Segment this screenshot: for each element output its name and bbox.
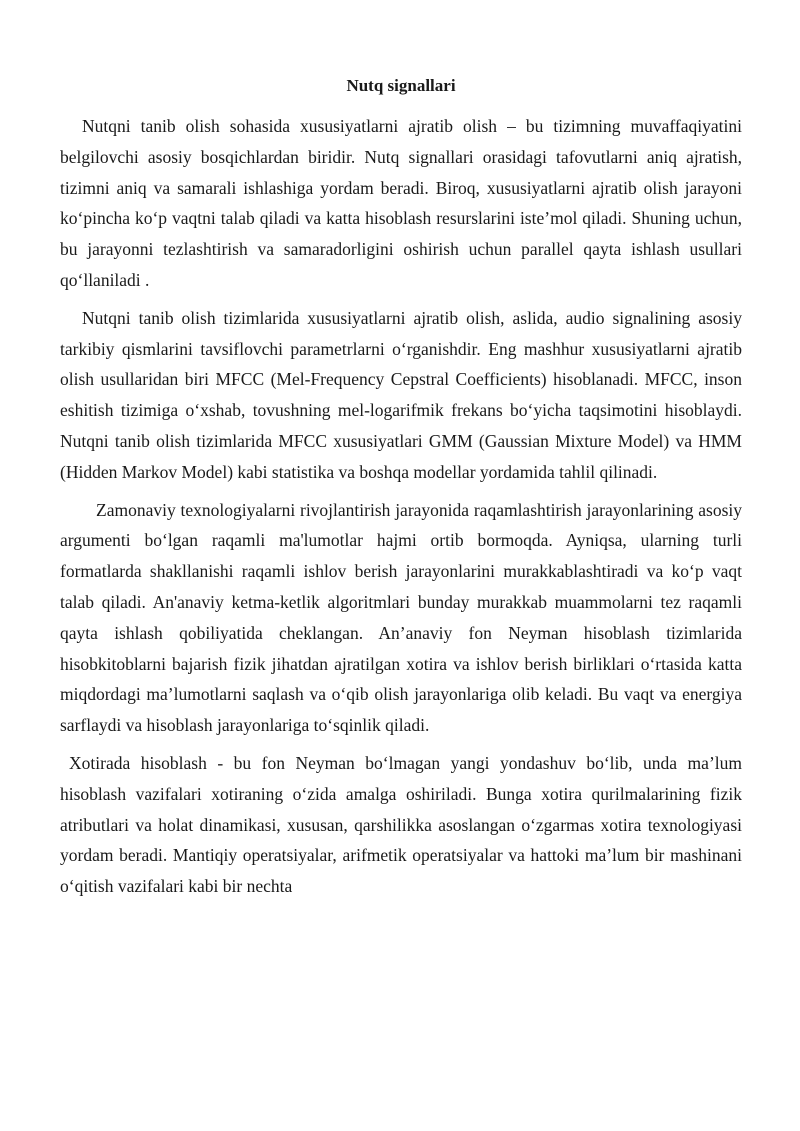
paragraph-in-memory-computing: Xotirada hisoblash - bu fon Neyman bo‘lmagan yangi yondashuv bo‘lib, unda ma’lum hisoblash vazifalari xotiraning o‘zida amalga oshiriladi. Bunga xotira qurilmalarining fizik atributlari va holat dinamikasi, xususan, qarshilikka asoslangan o‘zgarmas xotira texnologiyasi yordam beradi. Mantiqiy operatsiyalar, arifmetik operatsiyalar va hattoki ma’lum bir mashinani o‘qitish vazifalari kabi bir nechta (60, 752, 742, 897)
paragraph-mfcc: Nutqni tanib olish tizimlarida xususiyatlarni ajratib olish, aslida, audio signalining asosiy tarkibiy qismlarini tavsiflovchi parametrlarni o‘rganishdir. Eng mashhur xususiyatlarni ajratib olish usullaridan biri MFCC (Mel-Frequency Cepstral Coefficients) hisoblanadi. MFCC, inson eshitish tizimiga o‘xshab, tovushning mel-logarifmik frekans bo‘yicha taqsimotini hisoblaydi. Nutqni tanib olish tizimlarida MFCC xususiyatlari GMM (Gaussian Mixture Model) va HMM (Hidden Markov Model) kabi statistika va boshqa modellar yordamida tahlil qilinadi. (60, 307, 742, 482)
paragraph-feature-extraction: Nutqni tanib olish sohasida xususiyatlarni ajratib olish – bu tizimning muvaffaqiyatini belgilovchi asosiy bosqichlardan biridir. Nutq signallari orasidagi tafovutlarni aniq ajratish, tizimni aniq va samarali ishlashiga yordam beradi. Biroq, xususiyatlarni ajratib olish jarayoni ko‘pincha ko‘p vaqtni talab qiladi va katta hisoblash resurslarini iste’mol qiladi. Shuning uchun, bu jarayonni tezlashtirish va samaradorligini oshirish uchun parallel qayta ishlash usullari qo‘llaniladi . (60, 116, 742, 290)
document-title: Nutq signallari (346, 76, 456, 95)
paragraph-digitalization: Zamonaviy texnologiyalarni rivojlantirish jarayonida raqamlashtirish jarayonlarining asosiy argumenti bo‘lgan raqamli ma'lumotlar hajmi ortib bormoqda. Ayniqsa, ularning turli formatlarda shakllanishi raqamli ishlov berish jarayonlarini murakkablashtiradi va ko‘p vaqt talab qiladi. An'anaviy ketma-ketlik algoritmlari bunday murakkab muammolarni tez raqamli qayta ishlash qobiliyatida cheklangan. An’anaviy fon Neyman hisoblash tizimlarida hisobkitoblarni bajarish fizik jihatdan ajratilgan xotira va ishlov berish birliklari o‘rtasida katta miqdordagi ma’lumotlarni saqlash va o‘qib olish jarayonlariga olib keladi. Bu vaqt va energiya sarflaydi va hisoblash jarayonlariga to‘sqinlik qiladi. (60, 499, 742, 736)
